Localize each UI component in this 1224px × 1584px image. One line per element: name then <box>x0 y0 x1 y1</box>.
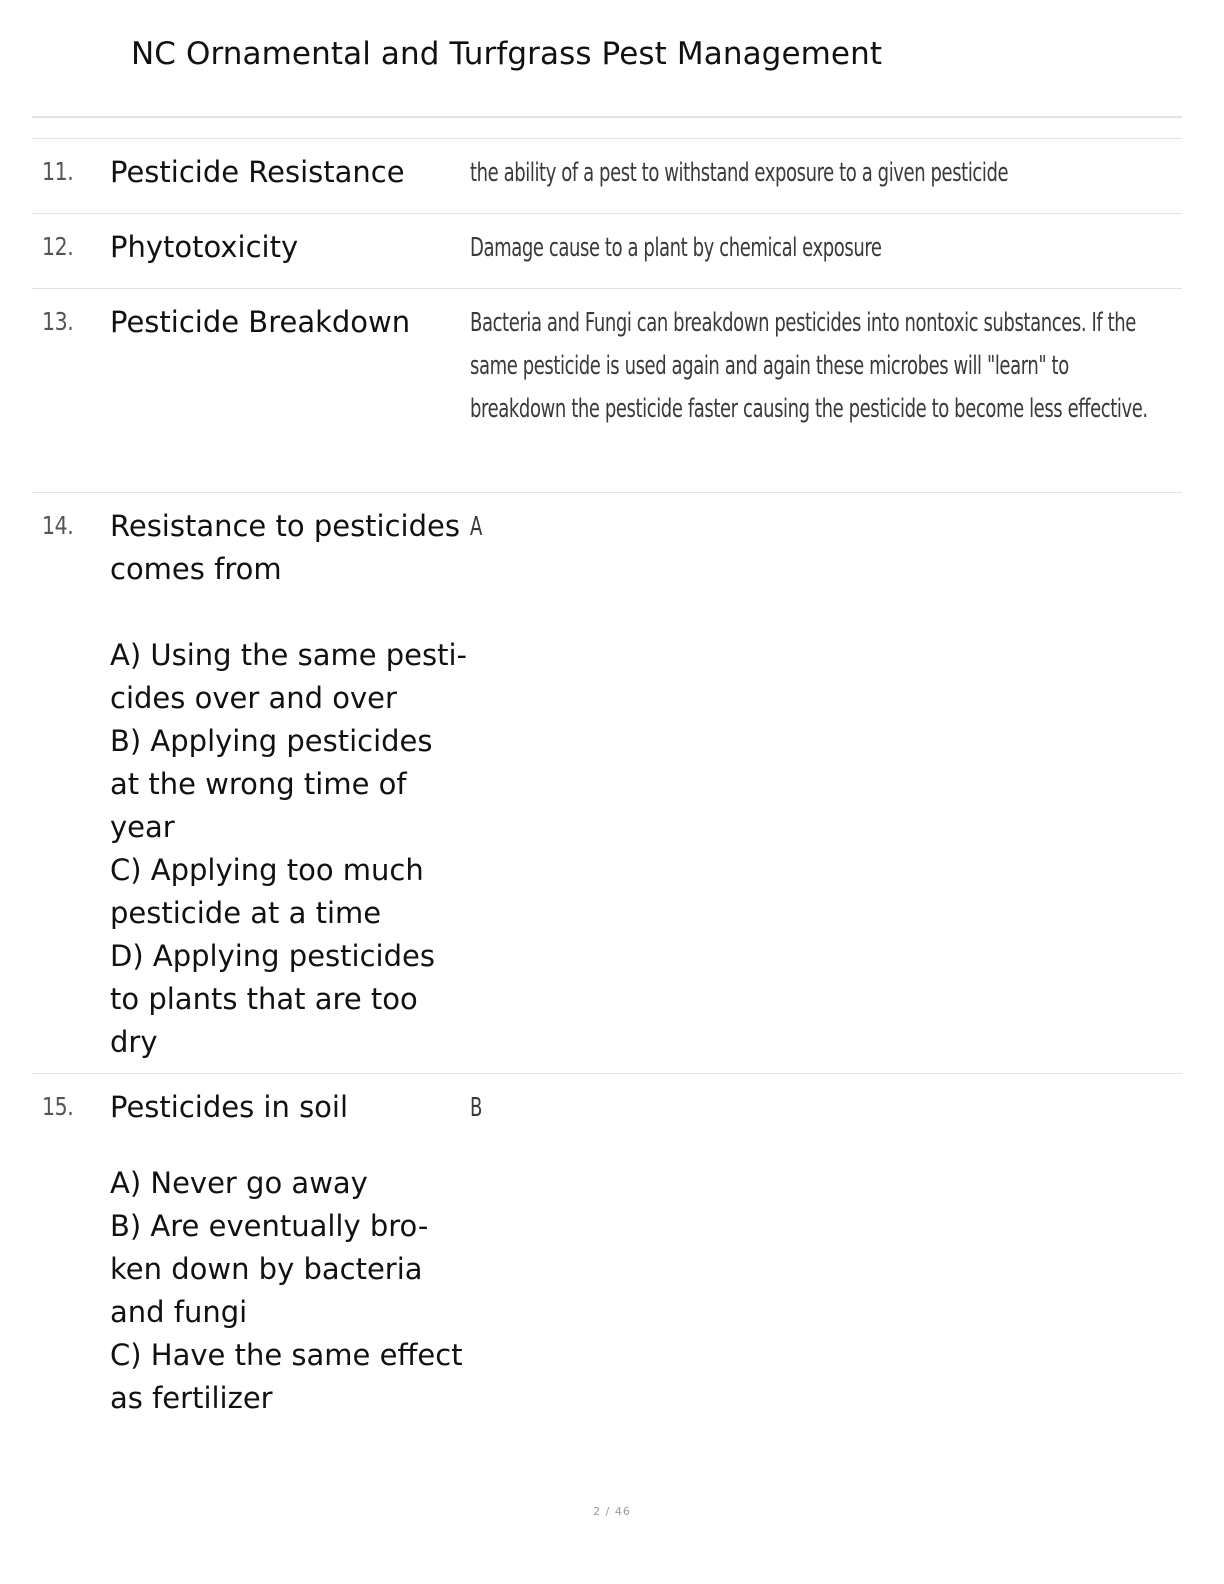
term-text: Pesticide Resistance <box>110 155 405 189</box>
answer-options <box>110 634 470 1064</box>
item-term <box>110 226 470 269</box>
option-a: A) Never go away <box>110 1166 368 1200</box>
item-term <box>110 301 470 344</box>
table-row <box>32 493 1182 1074</box>
header-divider <box>32 116 1182 118</box>
item-number: 11. <box>42 157 74 186</box>
option-a: A) Using the same pesti-cides over and over <box>110 638 468 715</box>
item-definition: the ability of a pest to withstand exposure to a given pesticide <box>470 158 1009 188</box>
page-number: 2 / 46 <box>593 1505 631 1518</box>
item-definition: Bacteria and Fungi can breakdown pesticides into nontoxic substances. If the same pesticide is used again and again these microbes will "learn" to breakdown the pesticide faster causing the pesticide to become less effective. <box>470 308 1148 424</box>
option-d: D) Applying pesticides to plants that are too dry <box>110 939 435 1059</box>
item-number: 13. <box>42 307 74 336</box>
item-number: 14. <box>42 511 74 540</box>
option-c: C) Applying too much pesticide at a time <box>110 853 424 930</box>
item-term <box>110 151 470 194</box>
term-text: Phytotoxicity <box>110 230 299 264</box>
option-b: B) Applying pesticides at the wrong time of year <box>110 724 433 844</box>
document-title: NC Ornamental and Turfgrass Pest Management <box>131 36 883 72</box>
item-answer: A <box>470 512 482 542</box>
table-row <box>32 139 1182 214</box>
answer-options <box>110 1162 470 1420</box>
item-definition: Damage cause to a plant by chemical exposure <box>470 233 882 263</box>
item-number: 15. <box>42 1092 74 1121</box>
term-text: Resistance to pesticides comes from <box>110 509 460 586</box>
option-c: C) Have the same effect as fertilizer <box>110 1338 463 1415</box>
item-term <box>110 505 470 1064</box>
option-b: B) Are eventually bro-ken down by bacteria and fungi <box>110 1209 429 1329</box>
item-term <box>110 1086 470 1420</box>
table-row <box>32 289 1182 493</box>
table-row <box>32 1074 1182 1434</box>
item-number: 12. <box>42 232 74 261</box>
item-answer: B <box>470 1093 482 1123</box>
term-text: Pesticides in soil <box>110 1090 349 1124</box>
term-text: Pesticide Breakdown <box>110 305 411 339</box>
table-row <box>32 214 1182 289</box>
flashcard-table <box>32 138 1182 1434</box>
